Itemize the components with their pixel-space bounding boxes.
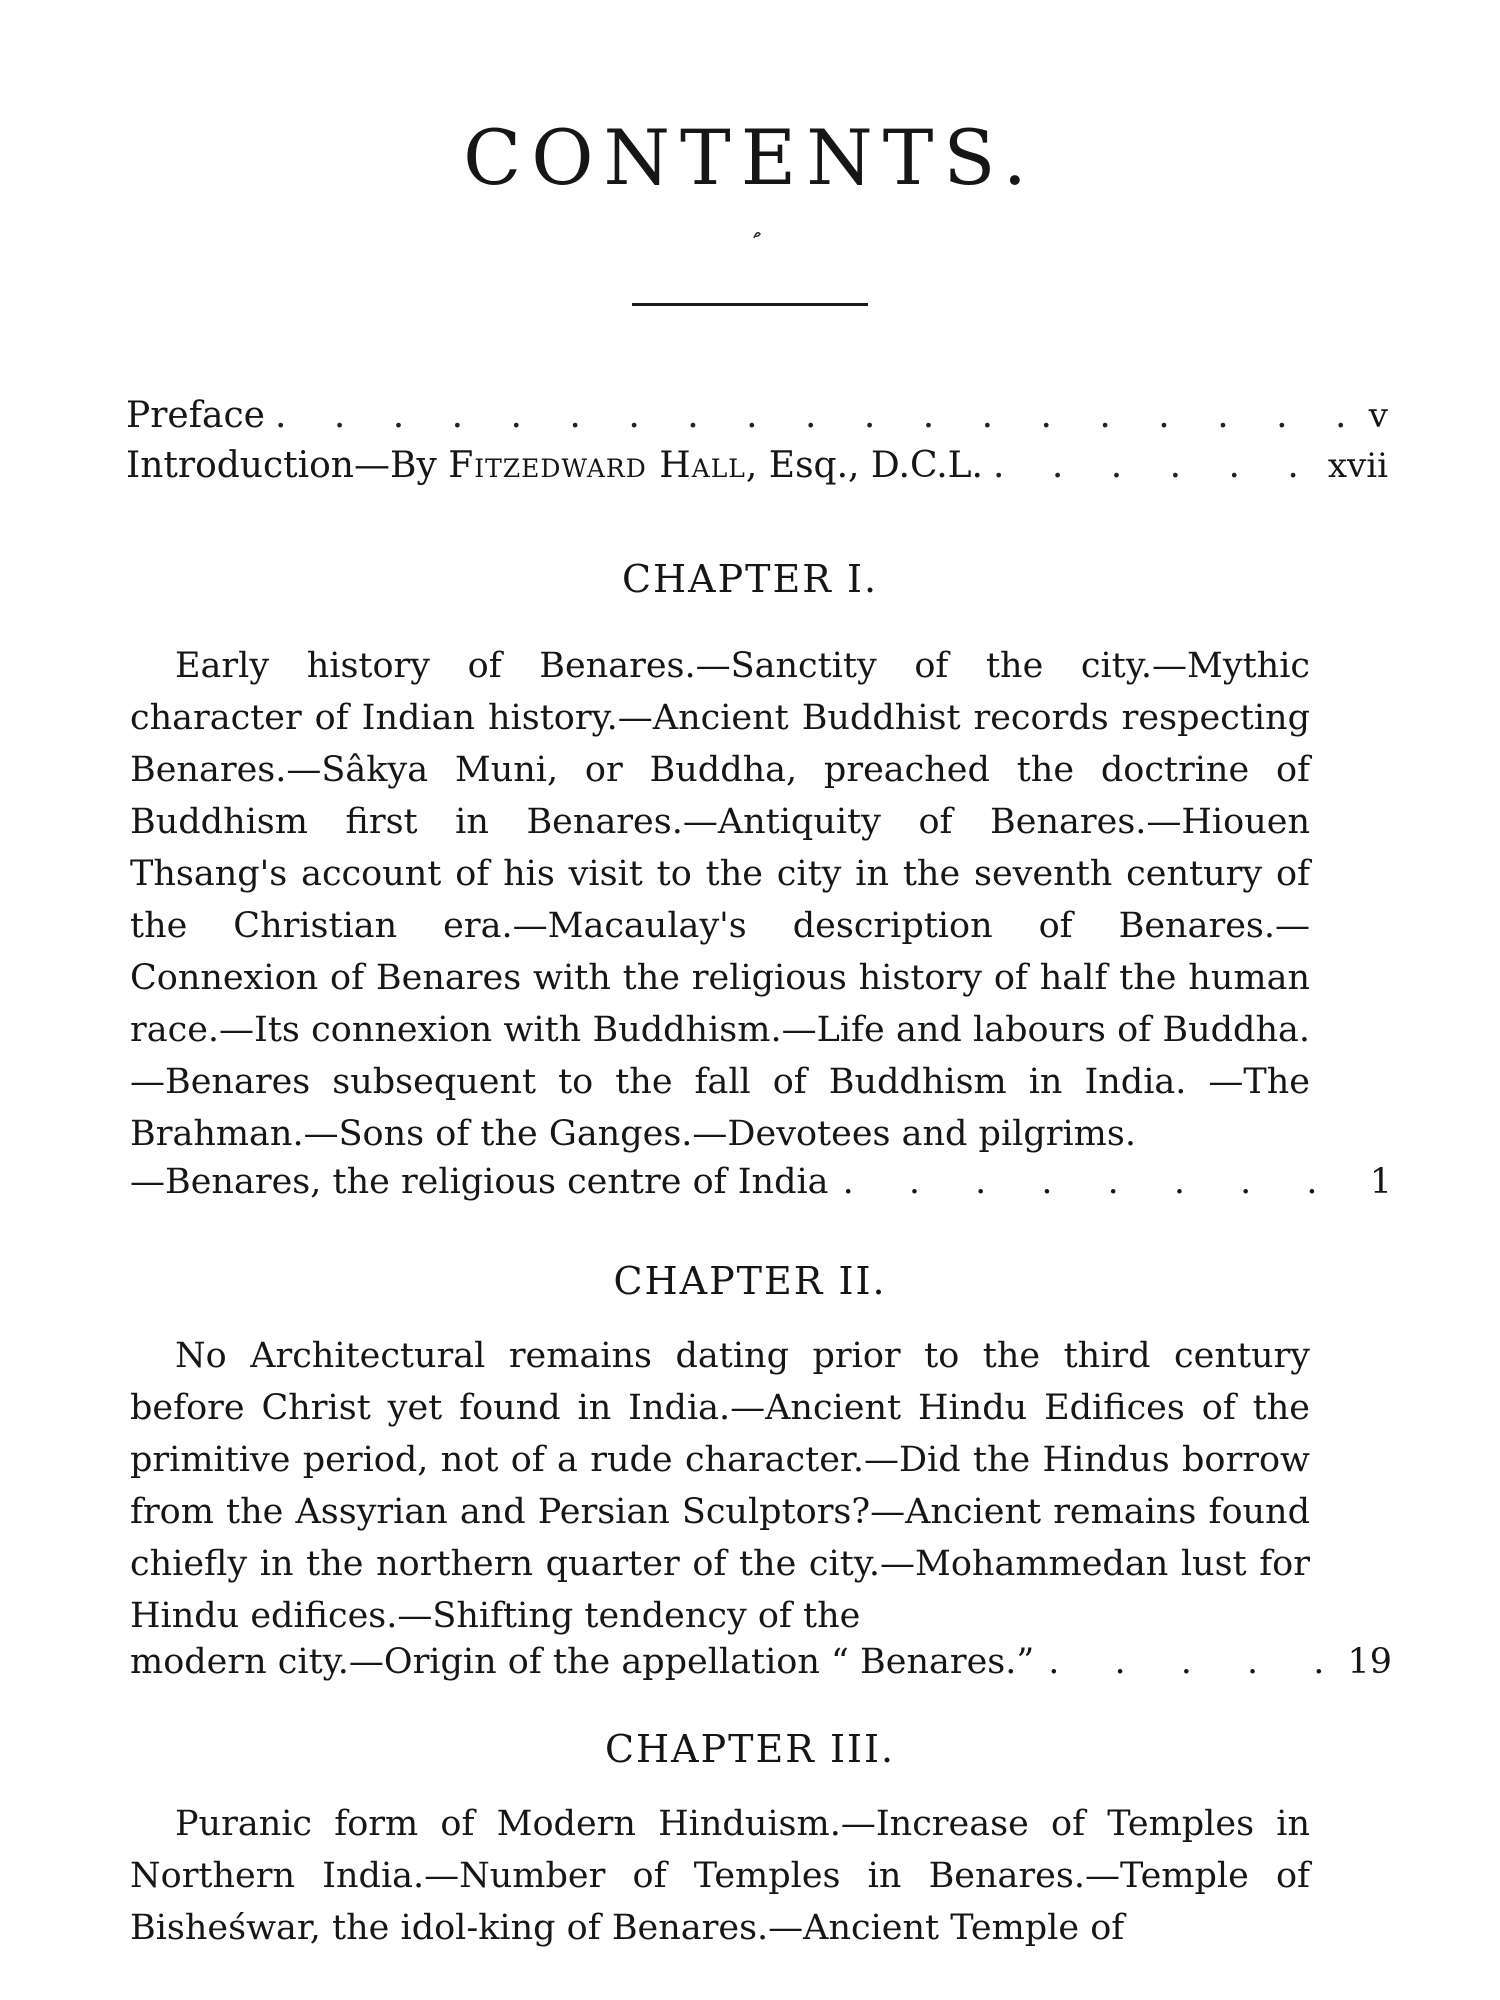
toc-entry-page: v [1368,396,1388,436]
chapter-page: 1 [1369,1162,1392,1202]
ornament-icon [752,228,762,240]
last-line-text: modern city.—Origin of the appellation “ Benares.” [130,1642,1035,1682]
toc-entry-label [126,445,983,486]
chapter-summary-last-line [130,1162,1392,1202]
chapter-heading: CHAPTER I. [621,557,879,601]
toc-entry-page: xvii [1327,446,1388,486]
toc-entry-preface [126,395,1388,436]
dot-leader [275,398,1359,434]
chapter-page: 19 [1347,1642,1392,1682]
chapter-summary-last-line [130,1642,1392,1682]
dot-leader [1048,1645,1333,1680]
chapter-summary: Early history of Benares.—Sanctity of the city.—Mythic character of Indian history.—Ancient Buddhist records respecting Benares.—Sâkya Muni, or Buddha, preached the doctrine of Buddhism first in Benares.—Antiquity of Benares.—Hiouen Thsang's account of his visit to the city in the seventh century of the Christian era.—Macaulay's description of Benares.—Connexion of Benares with the religious history of half the human race.—Its connexion with Buddhism.—Life and labours of Buddha.—Benares subsequent to the fall of Buddhism in India. —The Brahman.—Sons of the Ganges.—Devotees and pilgrims. [130,646,1310,1154]
page-title: CONTENTS. [463,113,1037,202]
toc-entry-label: Preface [126,395,265,436]
dot-leader [843,1165,1356,1200]
dot-leader [993,448,1318,484]
intro-author: Fitzedward Hall [448,445,746,486]
title-rule [632,303,868,306]
chapter-summary: No Architectural remains dating prior to the third century before Christ yet found in India.—Ancient Hindu Edifices of the primitive period, not of a rude character.—Did the Hindus borrow from the Assyrian and Persian Sculptors?—Ancient remains found chiefly in the northern quarter of the city.—Mohammedan lust for Hindu edifices.—Shifting tendency of the [130,1336,1310,1636]
intro-suffix: , Esq., D.C.L. [745,445,983,486]
chapter-summary: Puranic form of Modern Hinduism.—Increase of Temples in Northern India.—Number of Temples in Benares.—Temple of Bisheśwar, the idol-king of Benares.—Ancient Temple of [130,1804,1310,1948]
toc-entry-introduction [126,445,1388,486]
ornament-mark [752,228,762,240]
chapter-heading: CHAPTER II. [613,1259,887,1303]
last-line-text: —Benares, the religious centre of India [130,1162,829,1202]
chapter-heading: CHAPTER III. [604,1727,896,1771]
intro-prefix: Introduction—By [126,445,449,486]
